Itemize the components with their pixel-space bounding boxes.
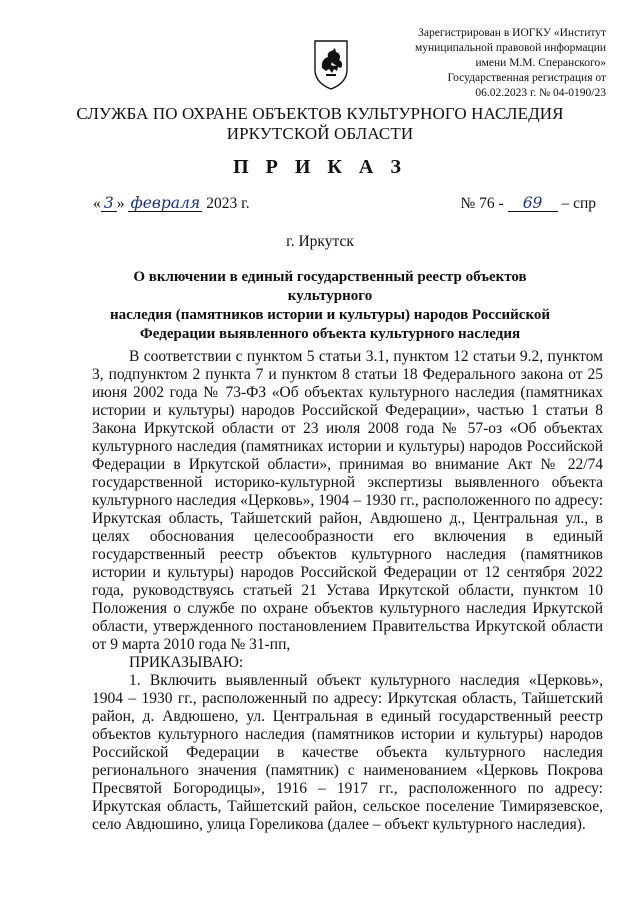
registration-stamp [376, 26, 606, 101]
subject-line: наследия (памятников истории и культуры) народов Российской [109, 307, 551, 323]
preamble-paragraph: В соответствии с пунктом 5 статьи 3.1, пунктом 12 статьи 9.2, пунктом 3, подпунктом 2 пункта 7 и пунктом 8 статьи 18 Федерального закона от 25 июня 2002 года № 73-ФЗ «Об объектах культурного наследия (памятниках истории и культуры) народов Российской Федерации», частью 1 статьи 8 Закона Иркутской области от 23 июля 2008 года № 57-оз «Об объектах культурного наследия (памятниках истории и культуры) народов Российской Федерации в Иркутской области», принимая во внимание Акт № 22/74 государственной историко-культурной экспертизы выявленного объекта культурного наследия «Церковь», 1904 – 1930 гг., расположенного по адресу: Иркутская область, Тайшетский район, Авдюшено д., Центральная ул., в целях обоснования целесообразности его включения в единый государственный реестр объектов культурного наследия (памятников истории и культуры) народов Российской Федерации от 12 сентября 2022 года, руководствуясь статьей 21 Устава Иркутской области, пунктом 10 Положения о службе по охране объектов культурного наследия Иркутской области, утвержденного постановлением Правительства Иркутской области от 9 марта 2010 года № 31-пп, [92, 348, 603, 653]
order-subject [90, 268, 570, 344]
date-month-handwritten: февраля [128, 195, 202, 212]
agency-name [0, 104, 640, 144]
registration-line: муниципальной правовой информации [414, 42, 606, 54]
order-number [460, 195, 596, 213]
item-1-paragraph: 1. Включить выявленный объект культурного наследия «Церковь», 1904 – 1930 гг., расположенный по адресу: Иркутская область, Тайшетский район, д. Авдюшено, ул. Центральная в единый государственный реестр объектов культурного наследия (памятников истории и культуры) народов Российской Федерации в качестве объекта культурного наследия регионального значения (памятник) с наименованием «Церковь Покрова Пресвятой Богородицы», 1916 – 1917 гг., расположенного по адресу: Иркутская область, Тайшетский район, сельское поселение Тимирязевское, село Авдюшино, улица Гореликова (далее – объект культурного наследия). [92, 672, 603, 833]
registration-line: Зарегистрирован в ИОГКУ «Институт [418, 27, 606, 39]
order-number-handwritten: 69 [508, 195, 558, 212]
date-day-handwritten: 3 [101, 195, 117, 212]
order-word: ПРИКАЗЫВАЮ: [129, 654, 244, 671]
subject-line: Федерации выявленного объекта культурного наследия [139, 326, 521, 342]
registration-line: Государственная регистрация от [447, 72, 606, 84]
subject-line: О включении в единый государственный реестр объектов культурного [133, 269, 527, 304]
agency-line: СЛУЖБА ПО ОХРАНЕ ОБЪЕКТОВ КУЛЬТУРНОГО НАСЛЕДИЯ [76, 104, 564, 123]
date-open-quote: « [93, 195, 101, 212]
order-number-suffix: – спр [561, 195, 596, 212]
agency-line: ИРКУТСКОЙ ОБЛАСТИ [226, 124, 414, 143]
order-date [93, 195, 250, 213]
date-close-quote: » [116, 195, 125, 212]
coat-of-arms-icon [313, 38, 349, 90]
date-year: 2023 г. [206, 195, 250, 212]
registration-line: 06.02.2023 г. № 04-0190/23 [475, 87, 606, 99]
registration-line: имени М.М. Сперанского» [475, 57, 606, 69]
order-title: П Р И К А З [233, 156, 407, 178]
order-number-prefix: № 76 - [460, 195, 504, 212]
order-body [92, 348, 603, 834]
city-name: г. Иркутск [286, 233, 354, 250]
